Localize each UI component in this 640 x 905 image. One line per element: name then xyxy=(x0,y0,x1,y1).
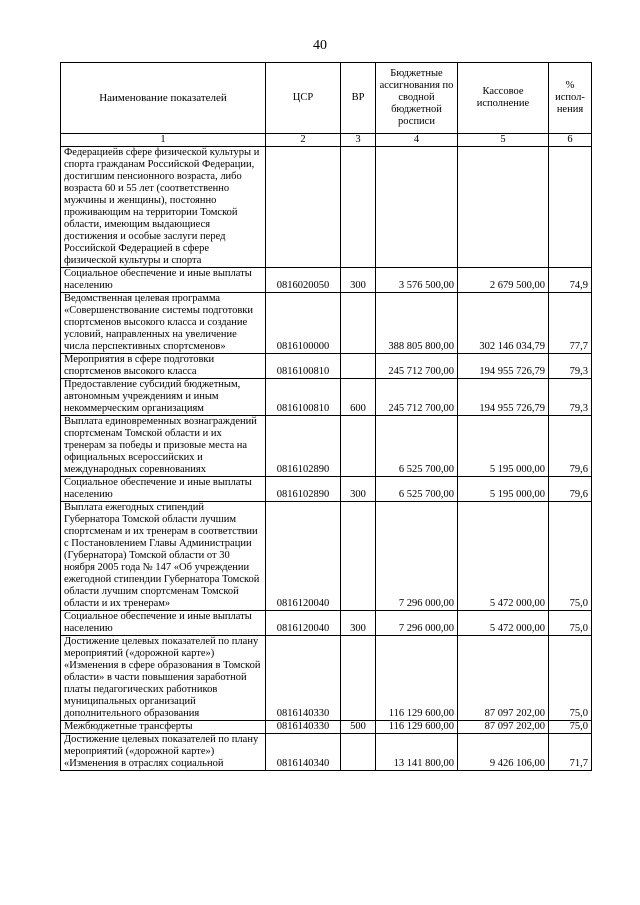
row-budget: 13 141 800,00 xyxy=(376,734,458,771)
table-row xyxy=(61,416,592,477)
row-exec: 87 097 202,00 xyxy=(458,636,549,721)
row-budget: 116 129 600,00 xyxy=(376,721,458,734)
row-budget: 245 712 700,00 xyxy=(376,379,458,416)
row-name: Выплата единовременных вознаграждений спортсменам Томской области и их тренерам за победы и призовые места на официальных всероссийских и международных соревнованиях xyxy=(61,416,266,477)
row-percent: 71,7 xyxy=(549,734,592,771)
table-row xyxy=(61,379,592,416)
header-row xyxy=(61,63,592,134)
row-csr: 0816120040 xyxy=(266,502,341,611)
table-row xyxy=(61,636,592,721)
row-vr xyxy=(341,416,376,477)
budget-execution-table xyxy=(60,62,592,771)
row-name: Социальное обеспечение и иные выплаты населению xyxy=(61,611,266,636)
row-percent: 79,6 xyxy=(549,477,592,502)
row-vr: 300 xyxy=(341,611,376,636)
header-csr: ЦСР xyxy=(266,63,341,134)
row-name: Достижение целевых показателей по плану мероприятий («дорожной карте») «Изменения в отраслях социальной xyxy=(61,734,266,771)
row-budget xyxy=(376,147,458,268)
header-vr: ВР xyxy=(341,63,376,134)
row-exec: 302 146 034,79 xyxy=(458,293,549,354)
header-exec: Кассовое исполнение xyxy=(458,63,549,134)
row-vr xyxy=(341,734,376,771)
row-budget: 245 712 700,00 xyxy=(376,354,458,379)
column-number: 4 xyxy=(376,134,458,147)
row-csr: 0816140340 xyxy=(266,734,341,771)
row-csr xyxy=(266,147,341,268)
row-csr: 0816120040 xyxy=(266,611,341,636)
table-row xyxy=(61,293,592,354)
row-budget: 7 296 000,00 xyxy=(376,502,458,611)
row-name: Социальное обеспечение и иные выплаты населению xyxy=(61,268,266,293)
table-row xyxy=(61,147,592,268)
row-budget: 3 576 500,00 xyxy=(376,268,458,293)
row-vr: 600 xyxy=(341,379,376,416)
row-percent: 75,0 xyxy=(549,636,592,721)
row-exec: 2 679 500,00 xyxy=(458,268,549,293)
row-exec: 5 195 000,00 xyxy=(458,477,549,502)
table-row xyxy=(61,502,592,611)
row-vr xyxy=(341,147,376,268)
row-budget: 388 805 800,00 xyxy=(376,293,458,354)
table-row xyxy=(61,477,592,502)
column-number: 6 xyxy=(549,134,592,147)
table-row xyxy=(61,611,592,636)
row-percent: 75,0 xyxy=(549,721,592,734)
column-number: 1 xyxy=(61,134,266,147)
row-vr xyxy=(341,502,376,611)
row-percent: 75,0 xyxy=(549,502,592,611)
row-percent: 77,7 xyxy=(549,293,592,354)
row-exec: 5 472 000,00 xyxy=(458,611,549,636)
row-name: Мероприятия в сфере подготовки спортсменов высокого класса xyxy=(61,354,266,379)
row-percent: 79,3 xyxy=(549,379,592,416)
row-exec: 87 097 202,00 xyxy=(458,721,549,734)
row-name: Достижение целевых показателей по плану мероприятий («дорожной карте») «Изменения в сфере образования в Томской области» в части повышения заработной платы педагогических работников муниципальных организаций дополнительного образования xyxy=(61,636,266,721)
row-exec: 5 195 000,00 xyxy=(458,416,549,477)
row-percent: 74,9 xyxy=(549,268,592,293)
page-number: 40 xyxy=(313,38,327,53)
row-percent: 75,0 xyxy=(549,611,592,636)
row-exec: 9 426 106,00 xyxy=(458,734,549,771)
row-csr: 0816020050 xyxy=(266,268,341,293)
row-name: Предоставление субсидий бюджетным, автономным учреждениям и иным некоммерческим организациям xyxy=(61,379,266,416)
row-exec: 5 472 000,00 xyxy=(458,502,549,611)
row-budget: 6 525 700,00 xyxy=(376,477,458,502)
row-percent: 79,3 xyxy=(549,354,592,379)
row-vr: 500 xyxy=(341,721,376,734)
row-csr: 0816100810 xyxy=(266,354,341,379)
column-number-row xyxy=(61,134,592,147)
row-name: Выплата ежегодных стипендий Губернатора Томской области лучшим спортсменам и их тренерам в соответствии с Постановлением Главы Администрации (Губернатора) Томской области от 30 ноября 2005 года № 147 «Об учреждении ежегодной стипендии Губернатора Томской области лучшим спортсменам Томской области и их тренерам» xyxy=(61,502,266,611)
table-row xyxy=(61,268,592,293)
row-percent: 79,6 xyxy=(549,416,592,477)
table-row xyxy=(61,734,592,771)
row-csr: 0816140330 xyxy=(266,721,341,734)
row-exec: 194 955 726,79 xyxy=(458,379,549,416)
header-name: Наименование показателей xyxy=(61,63,266,134)
row-csr: 0816102890 xyxy=(266,477,341,502)
row-exec xyxy=(458,147,549,268)
row-csr: 0816100810 xyxy=(266,379,341,416)
row-vr xyxy=(341,636,376,721)
row-vr: 300 xyxy=(341,477,376,502)
row-vr xyxy=(341,293,376,354)
table-row xyxy=(61,721,592,734)
row-exec: 194 955 726,79 xyxy=(458,354,549,379)
column-number: 2 xyxy=(266,134,341,147)
row-vr xyxy=(341,354,376,379)
row-csr: 0816140330 xyxy=(266,636,341,721)
row-budget: 7 296 000,00 xyxy=(376,611,458,636)
row-name: Федерациейв сфере физической культуры и спорта гражданам Российской Федерации, достигшим пенсионного возраста, либо возраста 60 и 55 лет (соответственно мужчины и женщины), постоянно проживающим на территории Томской области, имеющим выдающиеся достижения и особые заслуги перед Российской Федерацией в сфере физической культуры и спорта xyxy=(61,147,266,268)
row-name: Ведомственная целевая программа «Совершенствование системы подготовки спортсменов высокого класса и создание условий, направленных на увеличение числа перспективных спортсменов» xyxy=(61,293,266,354)
row-budget: 6 525 700,00 xyxy=(376,416,458,477)
column-number: 3 xyxy=(341,134,376,147)
row-csr: 0816100000 xyxy=(266,293,341,354)
row-csr: 0816102890 xyxy=(266,416,341,477)
row-name: Межбюджетные трансферты xyxy=(61,721,266,734)
column-number: 5 xyxy=(458,134,549,147)
table-row xyxy=(61,354,592,379)
row-percent xyxy=(549,147,592,268)
row-name: Социальное обеспечение и иные выплаты населению xyxy=(61,477,266,502)
row-vr: 300 xyxy=(341,268,376,293)
row-budget: 116 129 600,00 xyxy=(376,636,458,721)
header-pct: % испол-нения xyxy=(549,63,592,134)
header-budget: Бюджетные ассигнования по сводной бюджетной росписи xyxy=(376,63,458,134)
